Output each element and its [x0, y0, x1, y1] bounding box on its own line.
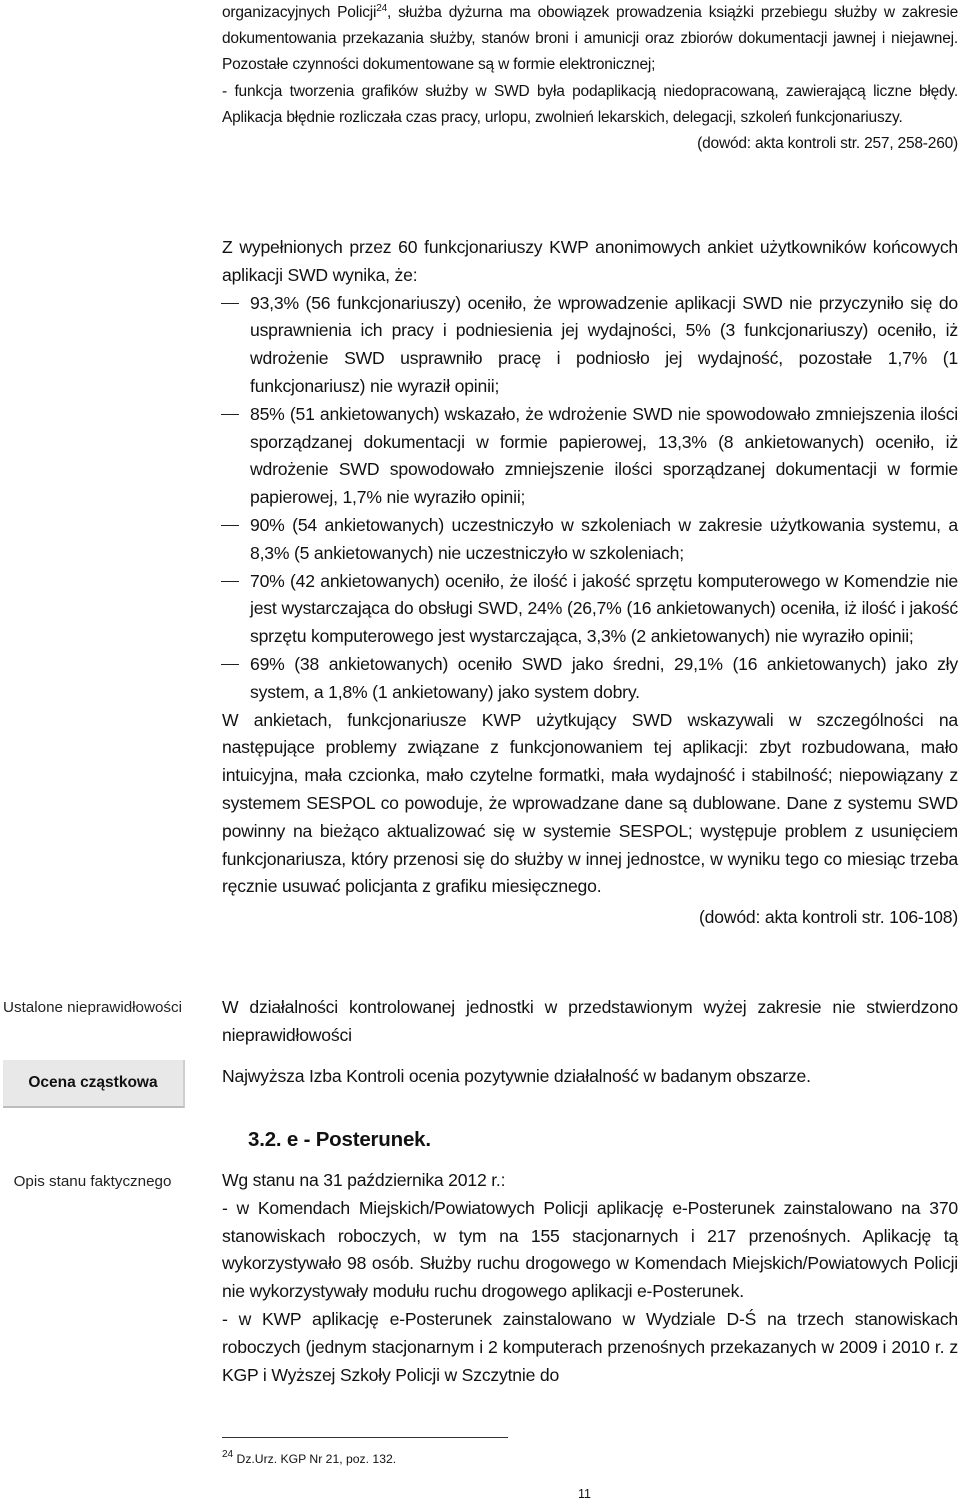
side-label-facts: Opis stanu faktycznego	[13, 1173, 172, 1190]
list-item-text: 85% (51 ankietowanych) wskazało, że wdrożenie SWD nie spowodowało zmniejszenia ilości sporządzanej dokumentacji w formie papierowej, 13,3% (8 ankietowanych) oceniło, iż wdrożenie SWD spowodowało zmniejszenie ilości sporządzanej dokumentacji w formie papierowej, 1,7% nie wyraziło opinii;	[250, 403, 958, 508]
dash-bullet-icon	[221, 581, 239, 582]
list-item-text: 70% (42 ankietowanych) oceniło, że ilość i jakość sprzętu komputerowego w Komendzie nie jest wystarczająca do obsługi SWD, 24% (26,7% (16 ankietowanych) oceniła, iż ilość i jakość sprzętu komputerowego jest wystarczająca, 3,3% (2 ankietowanych) nie wyraziło opinii;	[250, 570, 958, 647]
list-item	[222, 290, 958, 401]
assessment-text	[222, 1063, 958, 1091]
survey-block	[222, 234, 958, 932]
footnote-ref[interactable]: 24	[376, 3, 387, 14]
list-item-text: 93,3% (56 funkcjonariuszy) oceniło, że wprowadzenie aplikacji SWD nie przyczyniło się do usprawnienia ich pracy i podniesienia jej wydajności, 5% (3 funkcjonariuszy) oceniło, iż wdrożenie SWD usprawniło pracę i podniosło jej wydajność, pozostałe 1,7% (1 funkcjonariusz) nie wyraził opinii;	[250, 292, 958, 396]
assessment-paragraph: Najwyższa Izba Kontroli ocenia pozytywnie działalność w badanym obszarze.	[222, 1066, 811, 1086]
list-item-text: 69% (38 ankietowanych) oceniło SWD jako średni, 29,1% (16 ankietowanych) jako zły system, a 1,8% (1 ankietowany) jako system dobry.	[250, 653, 958, 702]
evidence-reference: (dowód: akta kontroli str. 257, 258-260)	[697, 135, 958, 153]
top-block	[222, 0, 958, 157]
list-item	[222, 401, 958, 512]
section-heading: 3.2. e - Posterunek.	[248, 1128, 431, 1151]
list-item	[222, 651, 958, 707]
paragraph-schedules: - funkcja tworzenia grafików służby w SWD była podaplikacją niedopracowaną, zawierającą liczne błędy. Aplikacja błędnie rozliczała czas pracy, urlopu, zwolnień lekarskich, delegacji, szkoleń funkcjonariuszy.	[222, 82, 958, 126]
paragraph-text: organizacyjnych Policji	[222, 4, 377, 21]
evidence-reference: (dowód: akta kontroli str. 106-108)	[698, 907, 958, 928]
facts-block	[222, 1167, 958, 1389]
list-item	[222, 568, 958, 651]
findings-paragraph: W działalności kontrolowanej jednostki w przedstawionym wyżej zakresie nie stwierdzono nieprawidłowości	[222, 997, 958, 1045]
side-label-findings: Ustalone nieprawidłowości	[3, 999, 182, 1016]
dash-bullet-icon	[221, 414, 239, 415]
paragraph-kwp: - w KWP aplikację e-Posterunek zainstalowano w Wydziale D-Ś na trzech stanowiskach roboczych (jednym stacjonarnym i 2 komputerach przenośnych przekazanych w 2009 i 2010 r. z KGP i Wyższej Szkoły Policji w Szczytnie do	[222, 1308, 958, 1385]
date-line: Wg stanu na 31 października 2012 r.:	[222, 1170, 506, 1190]
page-number: 11	[578, 1487, 591, 1501]
findings-text	[222, 994, 958, 1050]
survey-problems: W ankietach, funkcjonariusze KWP użytkujący SWD wskazywali w szczególności na następujące problemy związane z funkcjonowaniem tej aplikacji: zbyt rozbudowana, mało intuicyjna, mała czcionka, mało czytelne formatki, mała wydajność i stabilność; niepowiązany z systemem SESPOL co powoduje, że wprowadzane dane są dublowane. Dane z systemu SWD powinny na bieżąco aktualizować się w systemie SESPOL; występuje problem z usunięciem funkcjonariusza, który przenosi się do służby w innej jednostce, w wyniku tego co miesiąc trzeba ręcznie usuwać policjanta z grafiku miesięcznego.	[222, 709, 958, 897]
dash-bullet-icon	[221, 525, 239, 526]
list-item-text: 90% (54 ankietowanych) uczestniczyło w szkoleniach w zakresie użytkowania systemu, a 8,3% (5 ankietowanych) nie uczestniczyło w szkoleniach;	[250, 514, 958, 563]
footnote-number: 24	[222, 1449, 234, 1460]
paragraph-text: , służba dyżurna ma obowiązek prowadzenia książki przebiegu służby w zakresie dokumentowania przekazania służby, stanów broni i amunicji oraz zbiorów dokumentacji jawnej i niejawnej. Pozostałe czynności dokumentowane są w formie elektronicznej;	[222, 4, 958, 74]
footnote-text: Dz.Urz. KGP Nr 21, poz. 132.	[233, 1452, 397, 1466]
side-label-assessment: Ocena cząstkowa	[3, 1060, 185, 1108]
list-item	[222, 512, 958, 568]
footnote-divider	[222, 1437, 508, 1438]
dash-bullet-icon	[221, 303, 239, 304]
survey-results-list	[222, 290, 958, 707]
footnote	[222, 1449, 397, 1466]
paragraph-duty-service	[222, 0, 958, 79]
survey-intro: Z wypełnionych przez 60 funkcjonariuszy KWP anonimowych ankiet użytkowników końcowych aplikacji SWD wynika, że:	[222, 237, 958, 285]
paragraph-commands: - w Komendach Miejskich/Powiatowych Policji aplikację e-Posterunek zainstalowano na 370 stanowiskach roboczych, w tym na 155 stacjonarnych i 217 przenośnych. Aplikację tą wykorzystywało 98 osób. Służby ruchu drogowego w Komendach Miejskich/Powiatowych Policji nie wykorzystywały modułu ruchu drogowego aplikacji e-Posterunek.	[222, 1197, 958, 1302]
dash-bullet-icon	[221, 664, 239, 665]
